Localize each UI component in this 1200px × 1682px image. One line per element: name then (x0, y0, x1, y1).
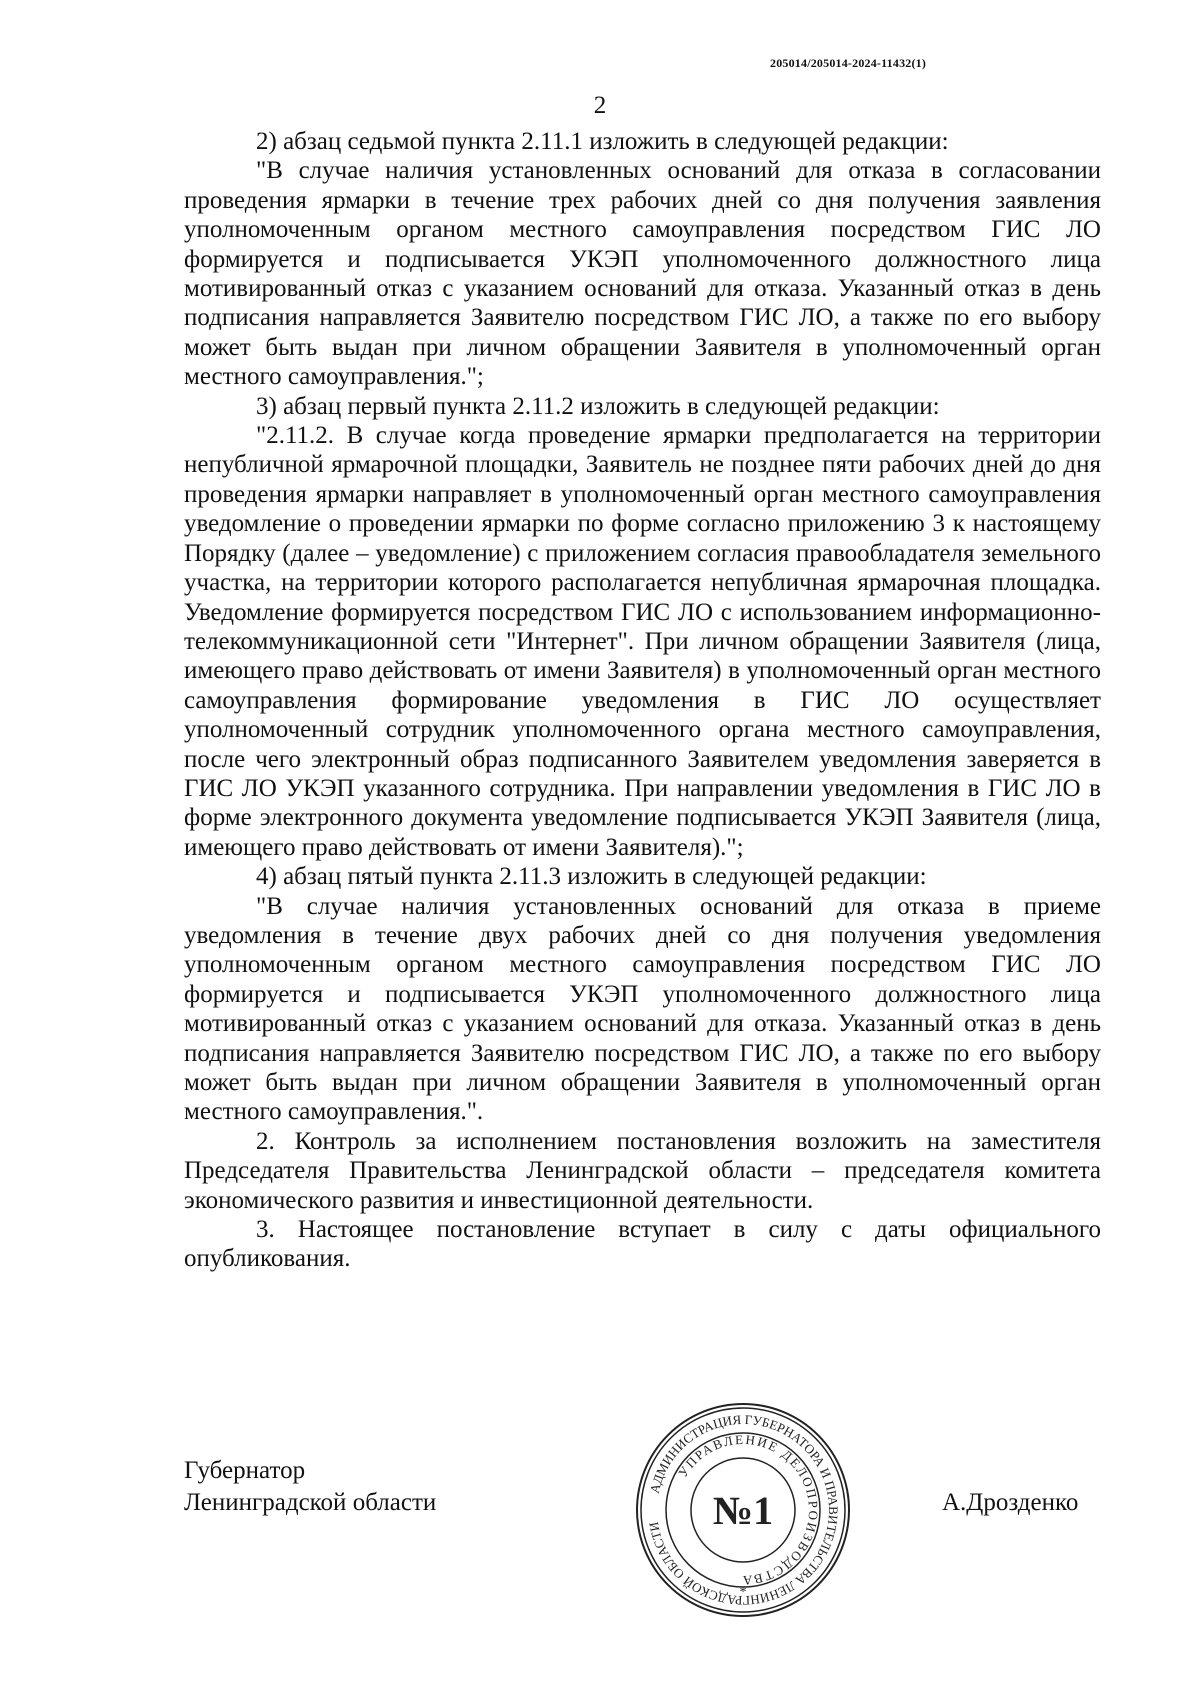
paragraph: 3. Настоящее постановление вступает в силу с даты официального опубликования. (184, 1216, 1101, 1273)
document-id: 205014/205014-2024-11432(1) (770, 56, 927, 70)
signatory-title-line: Губернатор (184, 1457, 306, 1484)
paragraph: 2. Контроль за исполнением постановления возложить на заместителя Председателя Правительства Ленинградской области – председателя комитета экономического развития и инвестиционной деятельности. (184, 1127, 1101, 1214)
seal-center-text: №1 (712, 1488, 774, 1533)
paragraph: "В случае наличия установленных оснований для отказа в согласовании проведения ярмарки в течение трех рабочих дней со дня получения заявления уполномоченным органом местного самоуправления посредством ГИС ЛО формируется и подписывается УКЭП уполномоченного должностного лица мотивированный отказ с указанием оснований для отказа. Указанный отказ в день подписания направляется Заявителю посредством ГИС ЛО, а также по его выбору может быть выдан при личном обращении Заявителя в уполномоченный орган местного самоуправления."; (184, 157, 1101, 391)
paragraph: 2) абзац седьмой пункта 2.11.1 изложить в следующей редакции: (256, 128, 949, 155)
seal-star: * (739, 1585, 747, 1600)
paragraph: 3) абзац первый пункта 2.11.2 изложить в следующей редакции: (256, 392, 940, 420)
signatory-name: А.Дрозденко (942, 1489, 1079, 1516)
paragraph: "В случае наличия установленных оснований для отказа в приеме уведомления в течение двух рабочих дней со дня получения уведомления уполномоченным органом местного самоуправления посредством ГИС ЛО формируется и подписывается УКЭП уполномоченного должностного лица мотивированный отказ с указанием оснований для отказа. Указанный отказ в день подписания направляется Заявителю посредством ГИС ЛО, а также по его выбору может быть выдан при личном обращении Заявителя в уполномоченный орган местного самоуправления.". (184, 892, 1101, 1126)
seal-outer-text: АДМИНИСТРАЦИЯ ГУБЕРНАТОРА И ПРАВИТЕЛЬСТВА ЛЕНИНГРАДСКОЙ ОБЛАСТИ (645, 1411, 842, 1609)
signatory-title-line: Ленинградской области (184, 1489, 437, 1516)
page-number: 2 (593, 92, 607, 119)
official-seal (633, 1400, 853, 1620)
paragraph: 4) абзац пятый пункта 2.11.3 изложить в следующей редакции: (256, 863, 927, 891)
paragraph: "2.11.2. В случае когда проведение ярмарки предполагается на территории непубличной ярмарочной площадки, Заявитель не позднее пяти рабочих дней до дня проведения ярмарки направляет в уполномоченный орган местного самоуправления уведомление о проведении ярмарки по форме согласно приложению 3 к настоящему Порядку (далее – уведомление) с приложением согласия правообладателя земельного участка, на территории которого располагается непубличная ярмарочная площадка. Уведомление формируется посредством ГИС ЛО с использованием информационно-телекоммуникационной сети "Интернет". При личном обращении Заявителя (лица, имеющего право действовать от имени Заявителя) в уполномоченный орган местного самоуправления формирование уведомления в ГИС ЛО осуществляет уполномоченный сотрудник уполномоченного органа местного самоуправления, после чего электронный образ подписанного Заявителем уведомления заверяется в ГИС ЛО УКЭП указанного сотрудника. При направлении уведомления в ГИС ЛО в форме электронного документа уведомление подписывается УКЭП Заявителя (лица, имеющего право действовать от имени Заявителя)."; (184, 422, 1101, 861)
signatory-title (184, 1455, 436, 1519)
document-body (184, 127, 1101, 1274)
seal-inner-text: УПРАВЛЕНИЕ ДЕЛОПРОИЗВОДСТВА (674, 1431, 822, 1589)
